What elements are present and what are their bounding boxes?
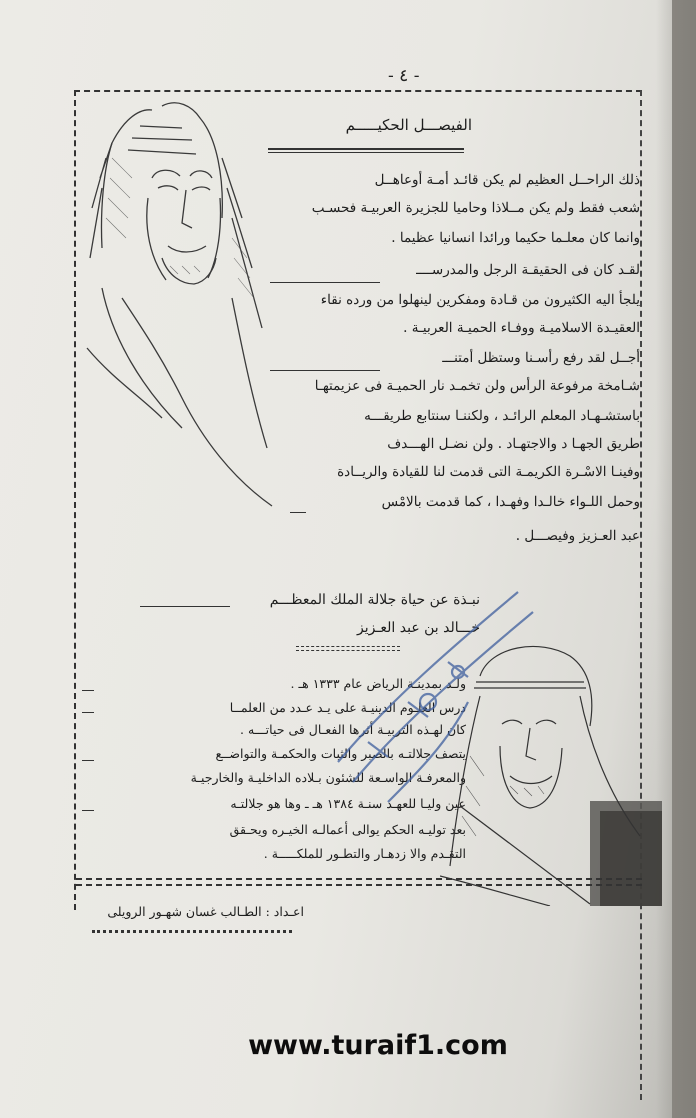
bullet-dash bbox=[82, 760, 94, 761]
bio-line: والمعرفـة الواسـعة للشئون بـلاده الداخليـة والخارجيـة bbox=[190, 770, 466, 785]
equals-separator bbox=[296, 646, 400, 647]
paragraph-line: وحمل اللـواء خالـدا وفهـدا ، كما قدمت بالامْس bbox=[381, 494, 640, 510]
paragraph-line: أجــل لقد رفع رأسـنا وستظل أمتنـــ bbox=[442, 350, 640, 366]
bullet-dash bbox=[82, 690, 94, 691]
bio-line: عين وليـا للعهـد سنـة ١٣٨٤ هـ ـ وها هو جلالتـه bbox=[230, 796, 466, 811]
site-watermark: www.turaif1.com bbox=[248, 1030, 508, 1061]
bio-line: يتصف جلالتـه بالصبر والثبات والحكمـة والتواضــع bbox=[215, 746, 466, 761]
dotted-rule bbox=[92, 930, 292, 933]
paragraph-line: شعب فقط ولم يكن مــلاذا وحاميا للجزيرة العربيـة فحسـب bbox=[311, 200, 640, 216]
dashed-border-left bbox=[74, 90, 76, 910]
bio-line: كان لهـذه التربيـة أثرها الفعـال فى حياتـــه . bbox=[240, 722, 466, 737]
bullet-dash bbox=[82, 810, 94, 811]
paragraph-line: العقيـدة الاسلاميـة ووفـاء الحميـة العربيـة . bbox=[403, 320, 640, 336]
portrait-sketch-king-khalid bbox=[440, 636, 662, 906]
bio-heading: نبـذة عن حياة جلالة الملك المعظـــم bbox=[269, 592, 480, 608]
paragraph-line: وانما كان معلـما حكيما ورائدا انسانيا عظيما . bbox=[391, 230, 640, 246]
page-number: - ٤ - bbox=[388, 66, 420, 86]
bio-heading-name: خـــالد بن عبد العـزيز bbox=[356, 620, 480, 636]
paragraph-line: طريق الجهـا د والاجتهـاد . ولن نضـل الهـــدف bbox=[387, 436, 640, 452]
paragraph-line: وفينـا الاسْـرة الكريمـة التى قدمت لنا للقيادة والريــادة bbox=[337, 464, 640, 480]
prepared-by: اعـداد : الطـالب غسان شهـور الرويلى bbox=[107, 904, 304, 919]
section-title: الفيصـــل الحكيـــــم bbox=[345, 116, 472, 134]
paragraph-line: ذلك الراحــل العظيم لم يكن قائـد أمـة أوعاهــل bbox=[374, 172, 640, 188]
heading-trail-line bbox=[140, 606, 230, 607]
bio-line: ولـد بمدينـة الرياض عام ١٣٣٣ هـ . bbox=[290, 676, 466, 691]
portrait-sketch-king-faisal bbox=[82, 98, 280, 508]
paragraph-line: يلجأ اليه الكثيرون من قـادة ومفكرين لينهلوا من ورده نقاء bbox=[320, 292, 640, 308]
page-shadow bbox=[656, 0, 696, 1118]
dashed-border-right bbox=[640, 90, 642, 1100]
section-separator bbox=[76, 878, 642, 880]
dashed-border-top bbox=[74, 90, 642, 92]
bio-line: التقـدم والا زدهـار والتطـور للملكـــــة . bbox=[263, 846, 466, 861]
underline-rule bbox=[270, 370, 380, 371]
paragraph-line: باستشـهـاد المعلم الرائـد ، ولكننـا سنتابع طريقـــه bbox=[364, 408, 640, 424]
paragraph-line: شـامخة مرفوعة الرأس ولن تخمـد نار الحميـة فى عزيمتهـا bbox=[314, 378, 640, 394]
title-underline-thin bbox=[268, 152, 464, 153]
underline-rule bbox=[270, 282, 380, 283]
paragraph-line: لقـد كان فى الحقيقـة الرجل والمدرســــ bbox=[416, 262, 640, 278]
bullet-dash bbox=[82, 712, 94, 713]
dash-mark bbox=[290, 512, 306, 513]
bio-line: درس العلـوم الدينيـة على يـد عـدد من العلمــا bbox=[229, 700, 466, 715]
bio-line: بعد توليـه الحكم يوالى أعمالـه الخيـره ويحـقق bbox=[229, 822, 466, 837]
title-underline bbox=[268, 148, 464, 150]
paragraph-line: عبد العـزيز وفيصـــل . bbox=[515, 528, 640, 544]
